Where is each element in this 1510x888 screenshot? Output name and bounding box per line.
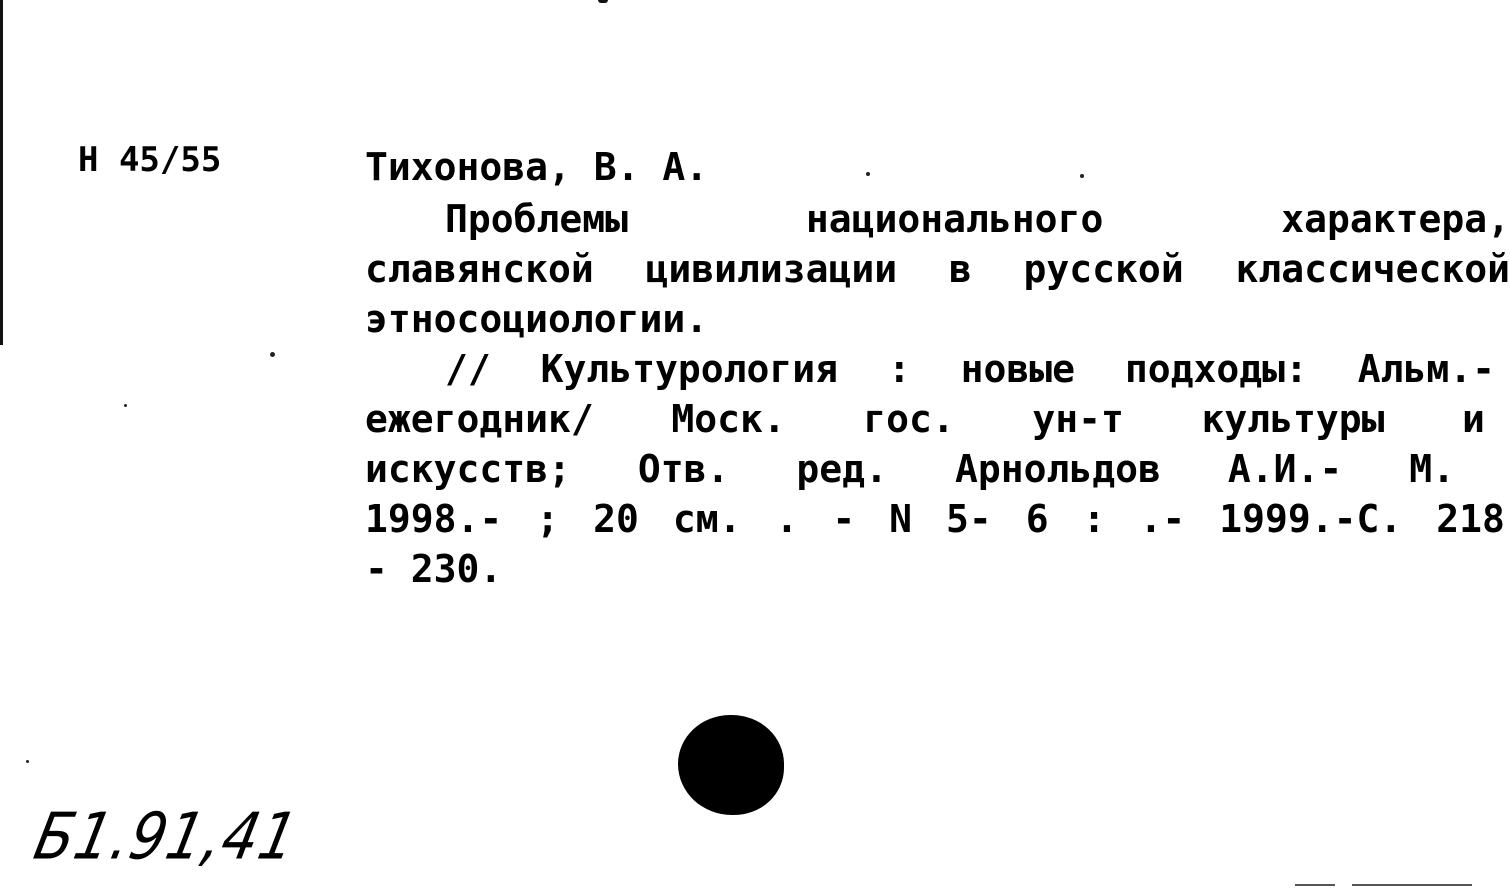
author-line: Тихонова, В. А. (365, 145, 709, 189)
title-line-2 (365, 247, 1510, 291)
source-word: // (445, 347, 491, 391)
source-word: подходы: (1124, 347, 1308, 391)
source-word: ; (536, 497, 560, 541)
source-line-2 (365, 397, 1485, 441)
source-word: 6 (1025, 497, 1049, 541)
card-top-mark (598, 0, 608, 3)
source-word: ун-т (1032, 397, 1124, 441)
source-word: 5- (946, 497, 992, 541)
source-word: .- (1139, 497, 1186, 541)
title-word: Проблемы (445, 197, 629, 241)
source-word: Отв. (637, 447, 730, 491)
source-word: Альм.- (1357, 347, 1495, 391)
source-word: Арнольдов (954, 447, 1161, 491)
source-line-5: - 230. (365, 547, 503, 591)
source-word: ред. (796, 447, 888, 491)
source-word: гос. (863, 397, 955, 441)
title-word: характера, (1281, 197, 1510, 241)
source-word: - (832, 497, 856, 541)
source-line-3 (365, 447, 1455, 491)
source-word: М. (1409, 447, 1455, 491)
scan-speck (1080, 174, 1084, 178)
scan-speck (270, 352, 275, 357)
scan-speck (866, 172, 870, 176)
source-word: ежегодник/ (365, 397, 594, 441)
title-word: русской (1023, 247, 1184, 291)
source-word: Культурология (540, 347, 839, 391)
title-word: цивилизации (645, 247, 898, 291)
source-word: культуры (1201, 397, 1385, 441)
source-word: новые (960, 347, 1075, 391)
source-word: А.И.- (1227, 447, 1343, 491)
source-word: 1998.- (365, 497, 503, 541)
title-line-3: этносоциологии. (365, 297, 709, 341)
punch-hole (678, 715, 784, 815)
title-word: славянской (365, 247, 594, 291)
handwritten-classification: Б1.91,41 (28, 800, 305, 875)
source-word: . (775, 497, 799, 541)
scan-speck (124, 404, 127, 407)
source-word: N (889, 497, 913, 541)
card-left-edge (0, 0, 3, 345)
source-word: 218 (1436, 497, 1505, 541)
title-line-1 (445, 197, 1510, 241)
bottom-dash (1295, 884, 1335, 886)
source-word: Моск. (671, 397, 786, 441)
title-word: классической (1235, 247, 1510, 291)
source-word: 20 (593, 497, 639, 541)
source-word: : (1082, 497, 1106, 541)
title-word: в (948, 247, 972, 291)
scan-speck (26, 760, 29, 763)
source-line-1 (445, 347, 1495, 391)
shelfmark: Н 45/55 (78, 140, 222, 180)
source-word: и (1462, 397, 1485, 441)
source-word: см. (672, 497, 742, 541)
source-word: искусств; (365, 447, 571, 491)
source-line-4 (365, 497, 1505, 541)
source-word: 1999.-С. (1219, 497, 1403, 541)
title-word: национального (805, 197, 1104, 241)
source-word: : (887, 347, 911, 391)
bottom-dash (1352, 884, 1472, 886)
